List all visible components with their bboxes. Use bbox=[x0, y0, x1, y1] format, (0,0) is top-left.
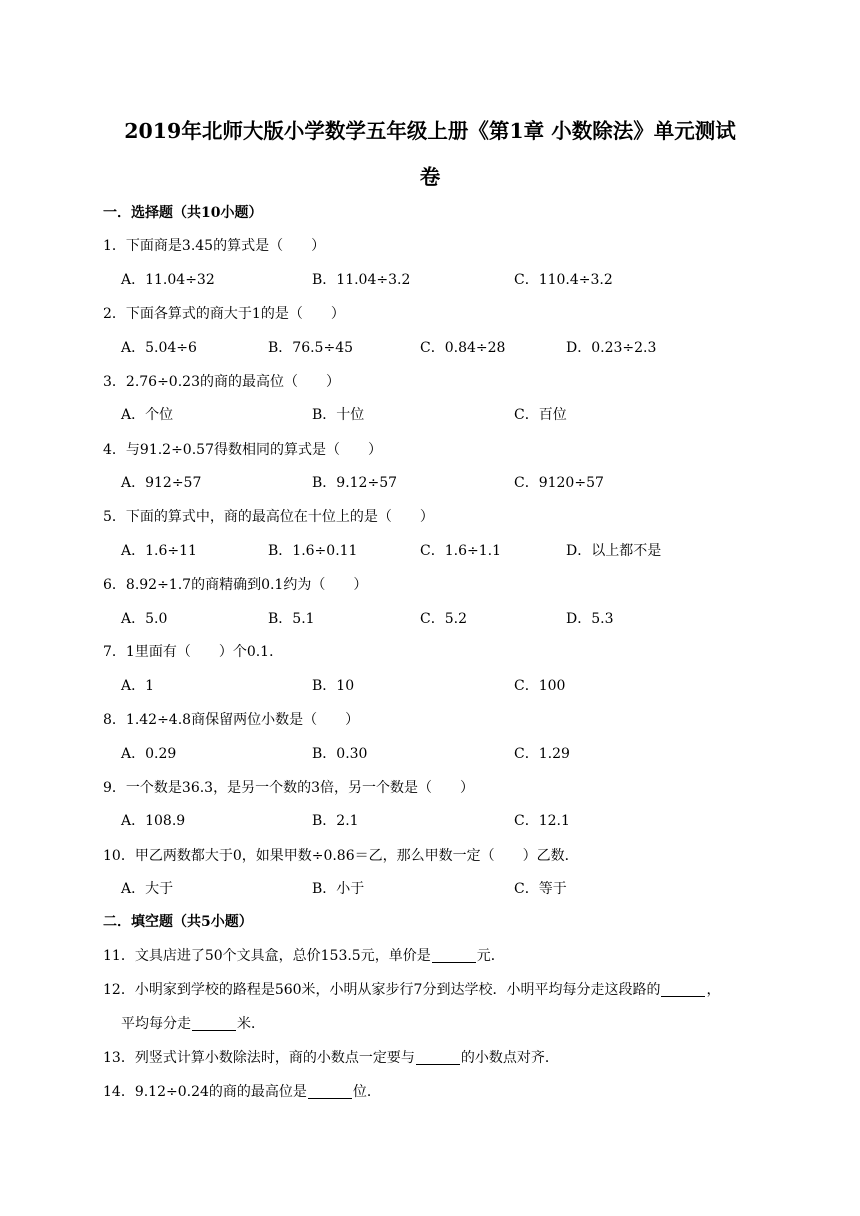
question-stem: 2．下面各算式的商大于1的是（ ） bbox=[103, 306, 345, 322]
question-13 bbox=[103, 1047, 559, 1067]
option-b: B．十位 bbox=[312, 407, 365, 423]
option-b: B．5.1 bbox=[268, 611, 315, 627]
option-c: C．110.4÷3.2 bbox=[514, 272, 613, 288]
question-stem: 3．2.76÷0.23的商的最高位（ ） bbox=[103, 374, 340, 390]
option-b: B．9.12÷57 bbox=[312, 475, 398, 491]
option-b: B．0.30 bbox=[312, 746, 368, 762]
option-a: A．5.04÷6 bbox=[121, 340, 197, 356]
option-c: C．5.2 bbox=[420, 611, 467, 627]
question-text: 13．列竖式计算小数除法时，商的小数点一定要与 bbox=[103, 1050, 415, 1066]
option-a: A．912÷57 bbox=[121, 475, 202, 491]
option-a: A．1.6÷11 bbox=[121, 543, 197, 559]
option-b: B．10 bbox=[312, 678, 355, 694]
question-text: 11．文具店进了50个文具盒，总价153.5元，单价是 bbox=[103, 948, 431, 964]
option-b: B．1.6÷0.11 bbox=[268, 543, 358, 559]
question-stem: 1．下面商是3.45的算式是（ ） bbox=[103, 238, 326, 254]
section-heading-fill: 二．填空题（共5小题） bbox=[103, 914, 253, 930]
option-c: C．百位 bbox=[514, 407, 567, 423]
option-c: C．9120÷57 bbox=[514, 475, 604, 491]
answer-blank bbox=[416, 1050, 460, 1065]
question-text: 米． bbox=[237, 1016, 265, 1032]
option-a: A．11.04÷32 bbox=[121, 272, 215, 288]
option-b: B．2.1 bbox=[312, 813, 359, 829]
option-d: D．0.23÷2.3 bbox=[566, 340, 657, 356]
option-b: B．76.5÷45 bbox=[268, 340, 354, 356]
question-text: ， bbox=[706, 982, 721, 998]
question-text: 14．9.12÷0.24的商的最高位是 bbox=[103, 1084, 307, 1100]
option-b: B．小于 bbox=[312, 881, 365, 897]
question-12-continued bbox=[121, 1013, 265, 1033]
page-title bbox=[90, 108, 770, 200]
option-b: B．11.04÷3.2 bbox=[312, 272, 411, 288]
question-stem: 4．与91.2÷0.57得数相同的算式是（ ） bbox=[103, 442, 382, 458]
option-c: C．12.1 bbox=[514, 813, 570, 829]
answer-blank bbox=[661, 982, 705, 997]
answer-blank bbox=[432, 948, 476, 963]
question-14 bbox=[103, 1081, 381, 1101]
option-a: A．0.29 bbox=[121, 746, 177, 762]
question-stem: 6．8.92÷1.7的商精确到0.1约为（ ） bbox=[103, 577, 368, 593]
question-12 bbox=[103, 979, 720, 999]
question-text: 12．小明家到学校的路程是560米，小明从家步行7分到达学校．小明平均每分走这段路的 bbox=[103, 982, 661, 998]
question-11 bbox=[103, 945, 505, 965]
option-c: C．0.84÷28 bbox=[420, 340, 506, 356]
title-line-1: 2019年北师大版小学数学五年级上册《第1章 小数除法》单元测试 bbox=[124, 119, 736, 143]
question-text: 位． bbox=[352, 1084, 381, 1100]
answer-blank bbox=[192, 1016, 236, 1031]
option-a: A．1 bbox=[121, 678, 155, 694]
question-text: 的小数点对齐． bbox=[460, 1050, 559, 1066]
question-stem: 7．1里面有（ ）个0.1． bbox=[103, 644, 284, 660]
option-a: A．5.0 bbox=[121, 611, 168, 627]
question-stem: 5．下面的算式中，商的最高位在十位上的是（ ） bbox=[103, 509, 434, 525]
question-text: 平均每分走 bbox=[121, 1016, 191, 1032]
option-c: C．1.29 bbox=[514, 746, 570, 762]
option-d: D．以上都不是 bbox=[566, 543, 662, 559]
answer-blank bbox=[308, 1084, 352, 1099]
question-stem: 10．甲乙两数都大于0，如果甲数÷0.86＝乙，那么甲数一定（ ）乙数． bbox=[103, 848, 579, 864]
option-d: D．5.3 bbox=[566, 611, 614, 627]
section-heading-choice: 一．选择题（共10小题） bbox=[103, 205, 263, 221]
title-line-2: 卷 bbox=[419, 165, 441, 189]
option-a: A．大于 bbox=[121, 881, 174, 897]
option-a: A．个位 bbox=[121, 407, 174, 423]
option-c: C．等于 bbox=[514, 881, 567, 897]
option-c: C．1.6÷1.1 bbox=[420, 543, 501, 559]
question-text: 元． bbox=[476, 948, 505, 964]
option-c: C．100 bbox=[514, 678, 566, 694]
option-a: A．108.9 bbox=[121, 813, 186, 829]
question-stem: 9．一个数是36.3，是另一个数的3倍，另一个数是（ ） bbox=[103, 780, 474, 796]
question-stem: 8．1.42÷4.8商保留两位小数是（ ） bbox=[103, 712, 360, 728]
